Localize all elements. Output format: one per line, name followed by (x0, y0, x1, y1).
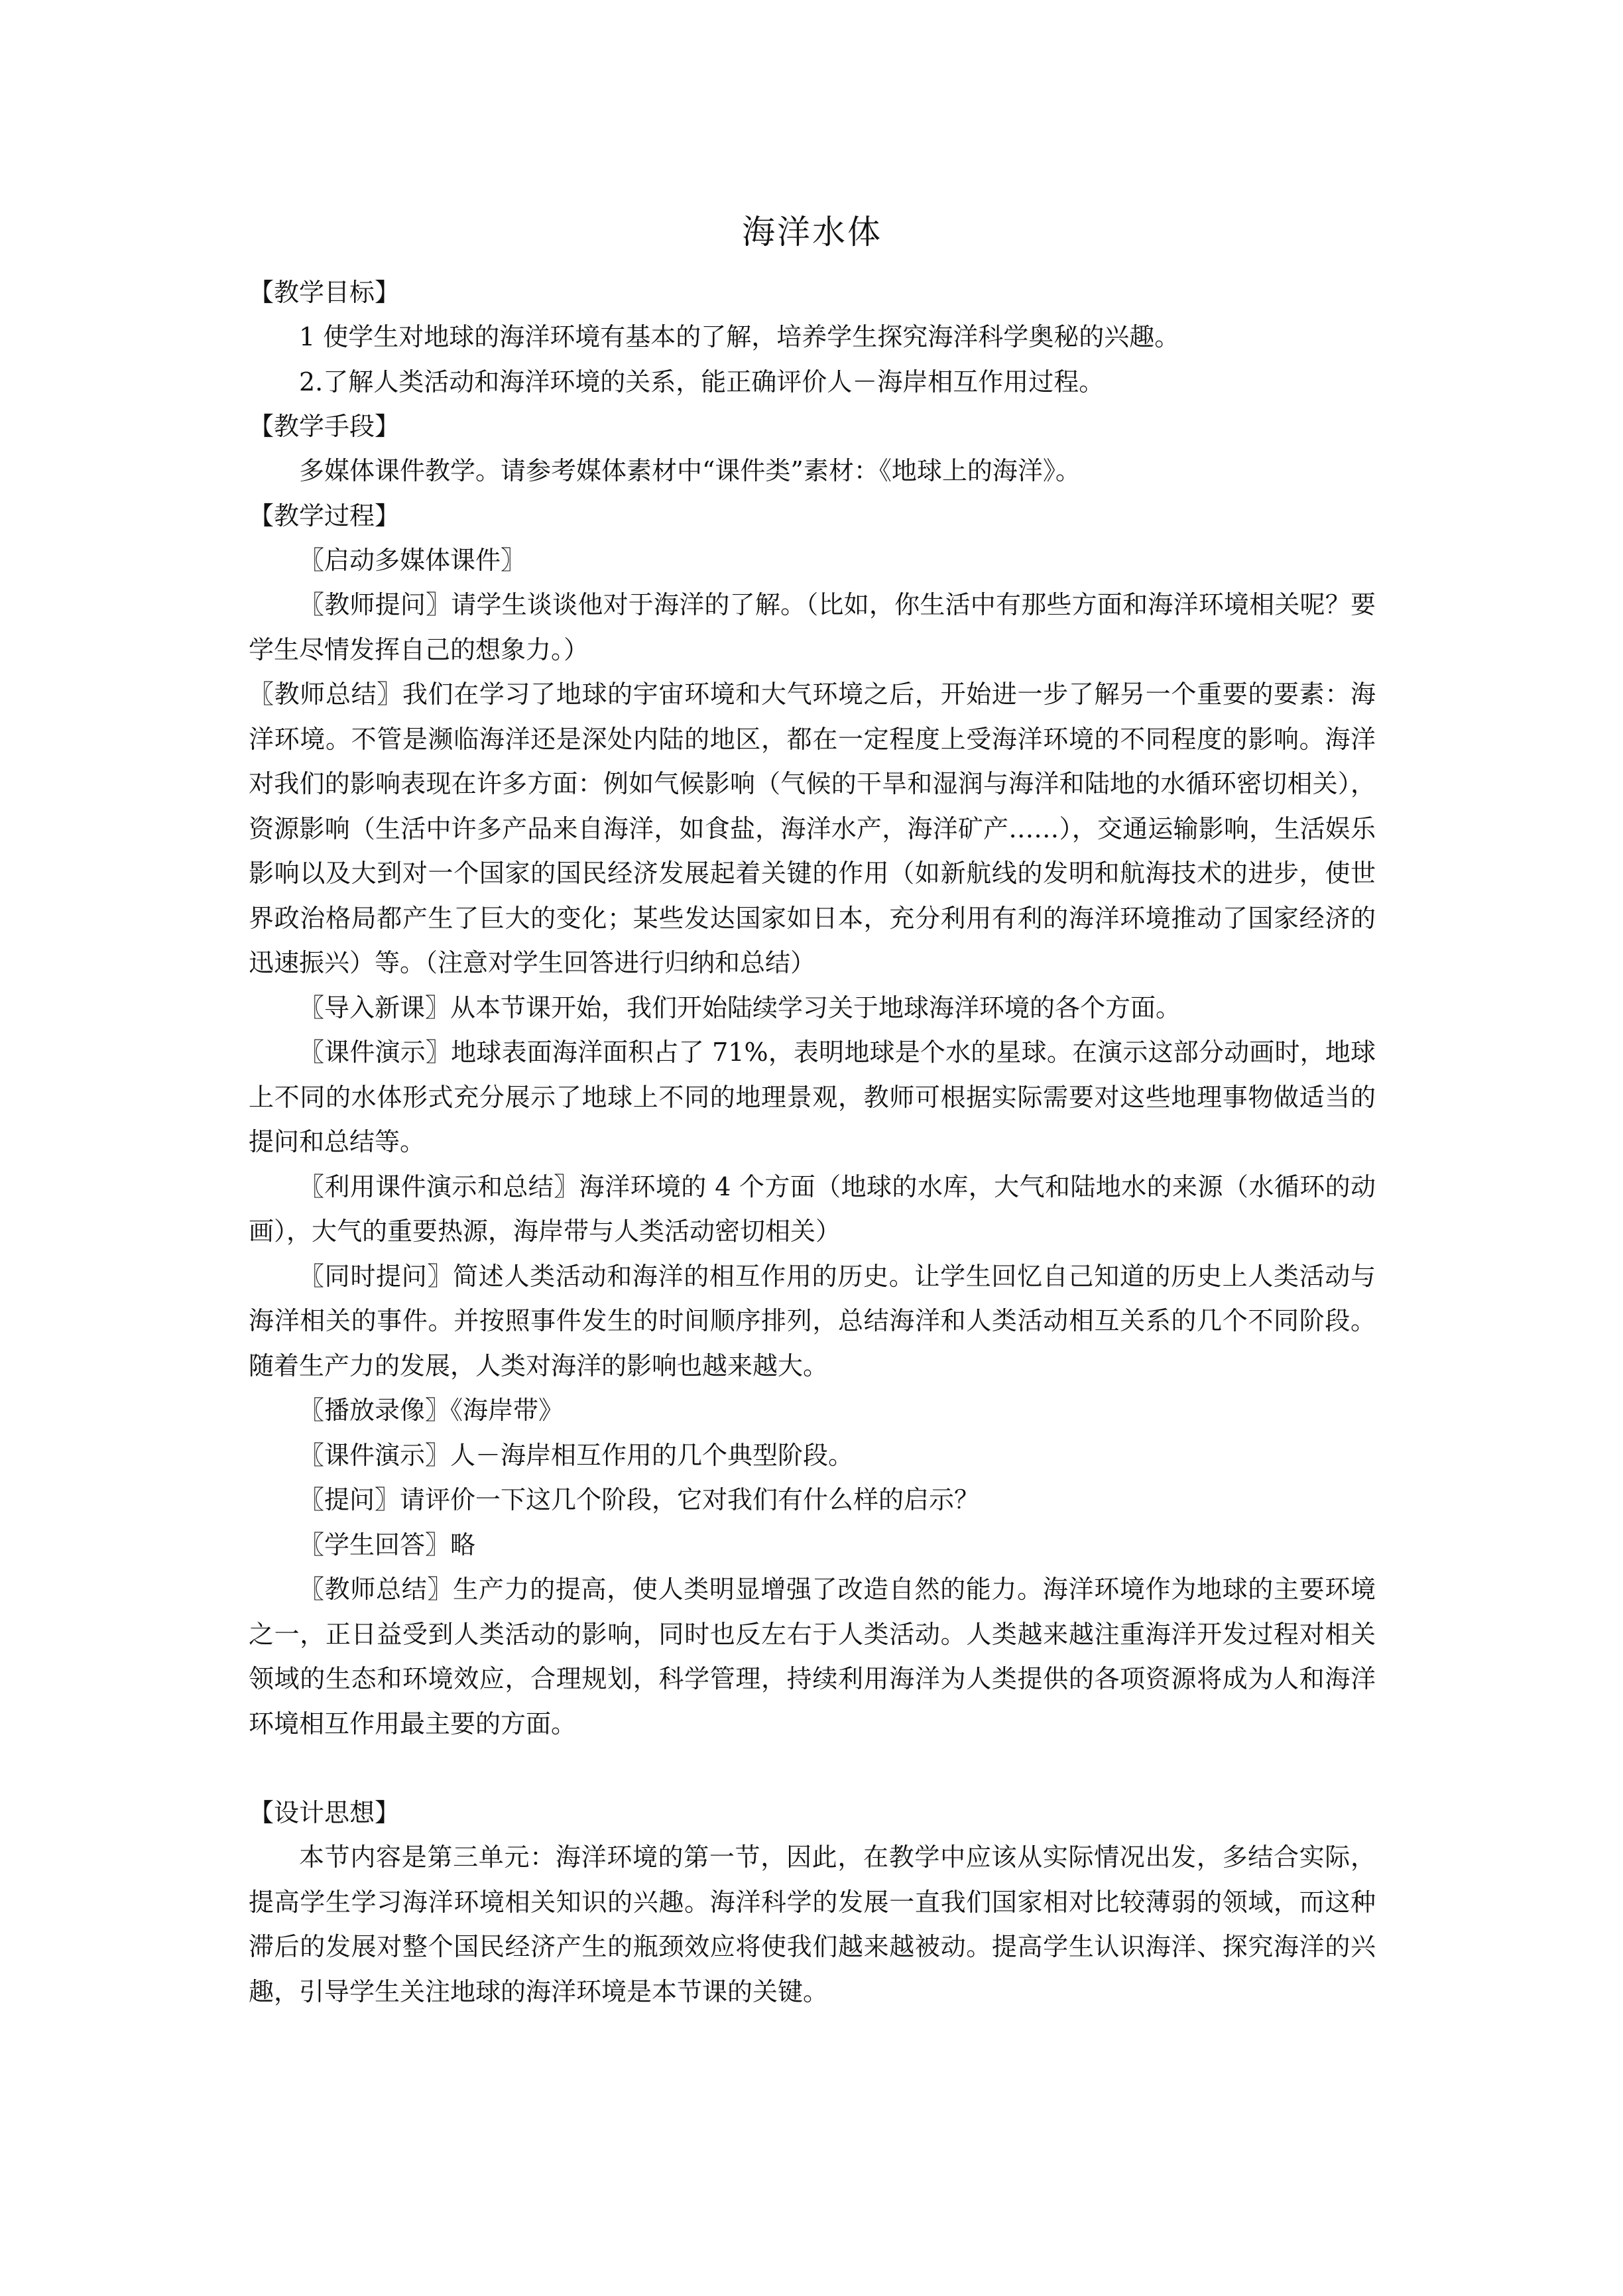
heading-design: 【设计思想】 (249, 1798, 400, 1827)
process-paragraph: 〖同时提问〗简述人类活动和海洋的相互作用的历史。让学生回忆自己知道的历史上人类活动与海洋相关的事件。并按照事件发生的时间顺序排列，总结海洋和人类活动相互关系的几个不同阶段。随着生产力的发展，人类对海洋的影响也越来越大。 (249, 1261, 1376, 1380)
objective-item-2: 2.了解人类活动和海洋环境的关系，能正确评价人－海岸相互作用过程。 (299, 367, 1105, 396)
process-paragraph: 〖播放录像〗《海岸带》 (299, 1396, 564, 1425)
document-body (249, 199, 1376, 2014)
process-paragraph: 〖提问〗请评价一下这几个阶段，它对我们有什么样的启示？ (299, 1485, 980, 1514)
process-paragraph: 〖利用课件演示和总结〗海洋环境的 4 个方面（地球的水库，大气和陆地水的来源（水循环的动画），大气的重要热源，海岸带与人类活动密切相关） (249, 1172, 1376, 1246)
design-paragraph: 本节内容是第三单元：海洋环境的第一节，因此，在教学中应该从实际情况出发，多结合实际，提高学生学习海洋环境相关知识的兴趣。海洋科学的发展一直我们国家相对比较薄弱的领域，而这种滞后的发展对整个国民经济产生的瓶颈效应将使我们越来越被动。提高学生认识海洋、探究海洋的兴趣，引导学生关注地球的海洋环境是本节课的关键。 (249, 1843, 1376, 2006)
heading-means: 【教学手段】 (249, 412, 400, 441)
objective-item-1: 1 使学生对地球的海洋环境有基本的了解，培养学生探究海洋科学奥秘的兴趣。 (299, 322, 1180, 351)
section-spacer (249, 1746, 1376, 1791)
process-paragraph: 〖教师总结〗我们在学习了地球的宇宙环境和大气环境之后，开始进一步了解另一个重要的要素：海洋环境。不管是濒临海洋还是深处内陆的地区，都在一定程度上受海洋环境的不同程度的影响。海洋对我们的影响表现在许多方面：例如气候影响（气候的干旱和湿润与海洋和陆地的水循环密切相关），资源影响（生活中许多产品来自海洋，如食盐，海洋水产，海洋矿产……），交通运输影响，生活娱乐影响以及大到对一个国家的国民经济发展起着关键的作用（如新航线的发明和航海技术的进步，使世界政治格局都产生了巨大的变化；某些发达国家如日本，充分利用有利的海洋环境推动了国家经济的迅速振兴）等。（注意对学生回答进行归纳和总结） (249, 680, 1376, 977)
process-paragraph: 〖启动多媒体课件〗 (299, 545, 526, 575)
document-title: 海洋水体 (742, 213, 882, 251)
heading-objectives: 【教学目标】 (249, 278, 400, 307)
means-paragraph: 多媒体课件教学。请参考媒体素材中“课件类”素材：《地球上的海洋》。 (299, 456, 1081, 485)
process-paragraph: 〖课件演示〗地球表面海洋面积占了 71%，表明地球是个水的星球。在演示这部分动画时，地球上不同的水体形式充分展示了地球上不同的地理景观，教师可根据实际需要对这些地理事物做适当的提问和总结等。 (249, 1038, 1376, 1156)
process-paragraph: 〖导入新课〗从本节课开始，我们开始陆续学习关于地球海洋环境的各个方面。 (299, 993, 1181, 1022)
heading-process: 【教学过程】 (249, 501, 400, 530)
process-paragraph: 〖教师总结〗生产力的提高，使人类明显增强了改造自然的能力。海洋环境作为地球的主要环境之一，正日益受到人类活动的影响，同时也反左右于人类活动。人类越来越注重海洋开发过程对相关领域的生态和环境效应，合理规划，科学管理，持续利用海洋为人类提供的各项资源将成为人和海洋环境相互作用最主要的方面。 (249, 1575, 1376, 1738)
process-paragraph: 〖课件演示〗人－海岸相互作用的几个典型阶段。 (299, 1440, 854, 1470)
process-paragraph: 〖教师提问〗请学生谈谈他对于海洋的了解。（比如，你生活中有那些方面和海洋环境相关呢？要学生尽情发挥自己的想象力。） (249, 590, 1376, 664)
process-paragraph: 〖学生回答〗略 (299, 1530, 476, 1559)
